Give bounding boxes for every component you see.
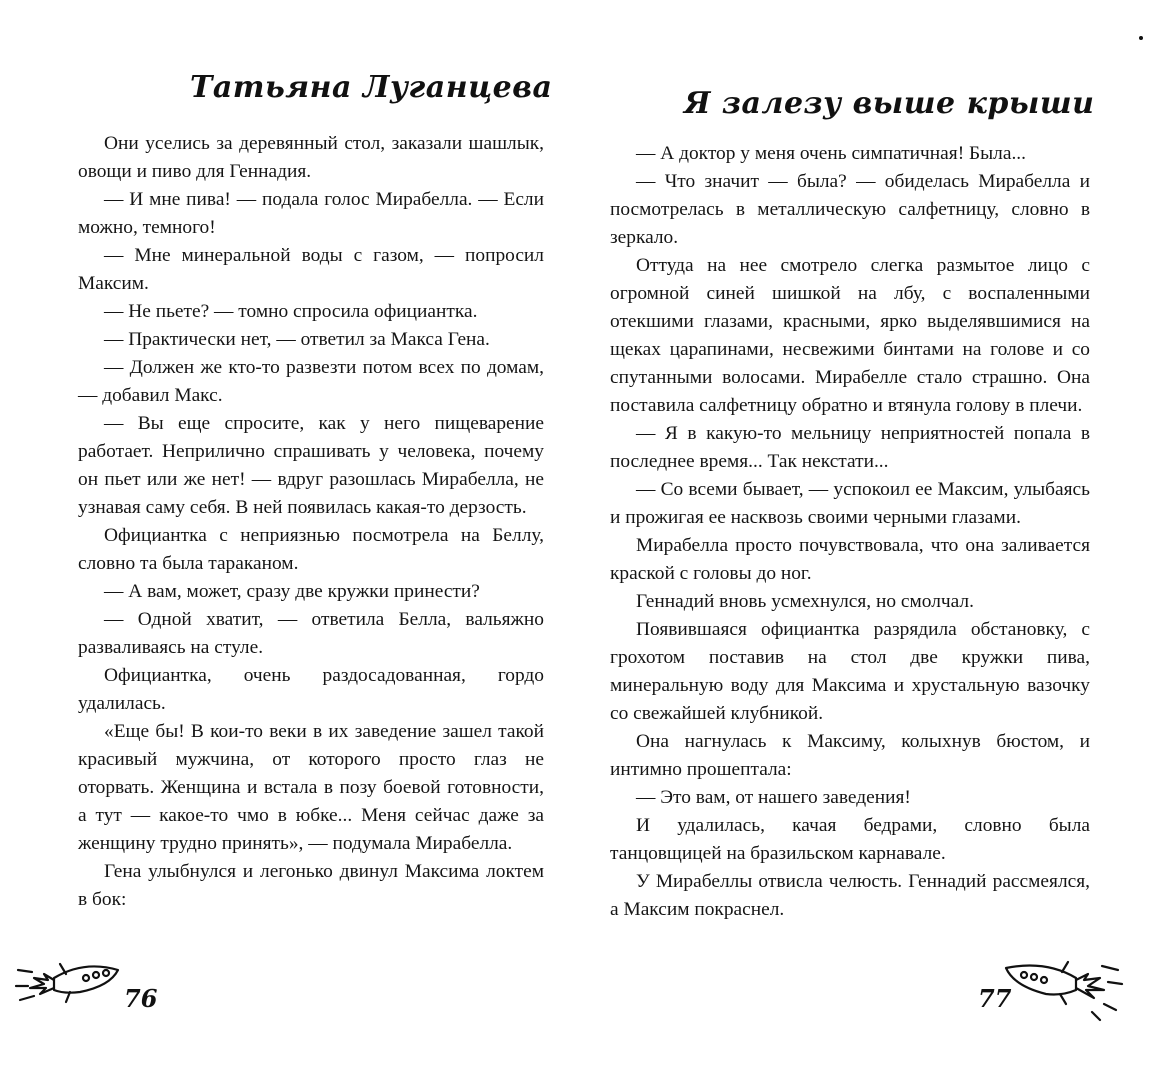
paragraph: — И мне пива! — подала голос Мирабелла. — Если можно, темного!	[78, 189, 544, 238]
paragraph: У Мирабеллы отвисла челюсть. Геннадий рассмеялся, а Максим покраснел.	[610, 871, 1090, 920]
paragraph: — Это вам, от нашего заведения!	[636, 787, 911, 808]
paragraph: Они уселись за деревянный стол, заказали шашлык, овощи и пиво для Геннадия.	[78, 133, 544, 182]
page-number: 76	[124, 984, 158, 1013]
paragraph: — А вам, может, сразу две кружки принести?	[104, 581, 480, 602]
paragraph: — Что значит — была? — обиделась Мирабелла и посмотрелась в металлическую салфетницу, словно в зеркало.	[610, 171, 1090, 248]
left-page	[0, 0, 576, 1080]
paragraph: — Должен же кто-то развезти потом всех по домам, — добавил Макс.	[78, 357, 544, 406]
paragraph: — Я в какую-то мельницу неприятностей попала в последнее время... Так некстати...	[610, 423, 1090, 472]
paragraph: — Мне минеральной воды с газом, — попросил Максим.	[78, 245, 544, 294]
paragraph: Официантка, очень раздосадованная, гордо удалилась.	[78, 665, 544, 714]
paragraph: Она нагнулась к Максиму, колыхнув бюстом, и интимно прошептала:	[610, 731, 1090, 780]
paragraph: «Еще бы! В кои-то веки в их заведение зашел такой красивый мужчина, от которого просто глаз не оторвать. Женщина и встала в позу боевой готовности, а тут — какое-то чмо в юбке... Меня сейчас даже за женщину трудно принять», — подумала Мирабелла.	[78, 721, 544, 854]
paragraph: Появившаяся официантка разрядила обстановку, с грохотом поставив на стол две кружки пива, минеральную воду для Максима и хрустальную вазочку со свежайшей клубникой.	[610, 619, 1090, 724]
paragraph: — Вы еще спросите, как у него пищеварение работает. Неприлично спрашивать у человека, почему он пьет или же нет! — вдруг разошлась Мирабелла, не узнавая саму себя. В ней появилась какая-то дерзость.	[78, 413, 544, 518]
speck	[1139, 36, 1143, 40]
paragraph: Мирабелла просто почувствовала, что она заливается краской с головы до ног.	[610, 535, 1090, 584]
paragraph: — Со всеми бывает, — успокоил ее Максим, улыбаясь и прожигая ее насквозь своими черными глазами.	[610, 479, 1090, 528]
paragraph: — Практически нет, — ответил за Макса Гена.	[104, 329, 490, 350]
running-header-title: Я залезу выше крыши	[684, 86, 1095, 121]
paragraph: И удалилась, качая бедрами, словно была танцовщицей на бразильском карнавале.	[610, 815, 1090, 864]
rocket-icon	[14, 948, 124, 1018]
paragraph: Официантка с неприязнью посмотрела на Беллу, словно та была тараканом.	[78, 525, 544, 574]
paragraph: — Одной хватит, — ответила Белла, вальяжно разваливаясь на стуле.	[78, 609, 544, 658]
paragraph: Оттуда на нее смотрело слегка размытое лицо с огромной синей шишкой на лбу, с воспаленными отекшими глазами, красными, ярко выделявшимися на щеках царапинами, несвежими бинтами на голове и со спутанными волосами. Мирабелле стало страшно. Она поставила салфетницу обратно и втянула голову в плечи.	[610, 255, 1090, 416]
running-header-author: Татьяна Луганцева	[190, 70, 553, 105]
body-text	[78, 130, 544, 914]
paragraph: — А доктор у меня очень симпатичная! Была...	[636, 143, 1026, 164]
right-page	[576, 0, 1153, 1080]
paragraph: Геннадий вновь усмехнулся, но смолчал.	[636, 591, 974, 612]
paragraph: — Не пьете? — томно спросила официантка.	[104, 301, 478, 322]
paragraph: Гена улыбнулся и легонько двинул Максима локтем в бок:	[78, 861, 544, 910]
rocket-icon	[996, 948, 1126, 1028]
page-number: 77	[978, 984, 1012, 1013]
body-text	[610, 140, 1090, 924]
